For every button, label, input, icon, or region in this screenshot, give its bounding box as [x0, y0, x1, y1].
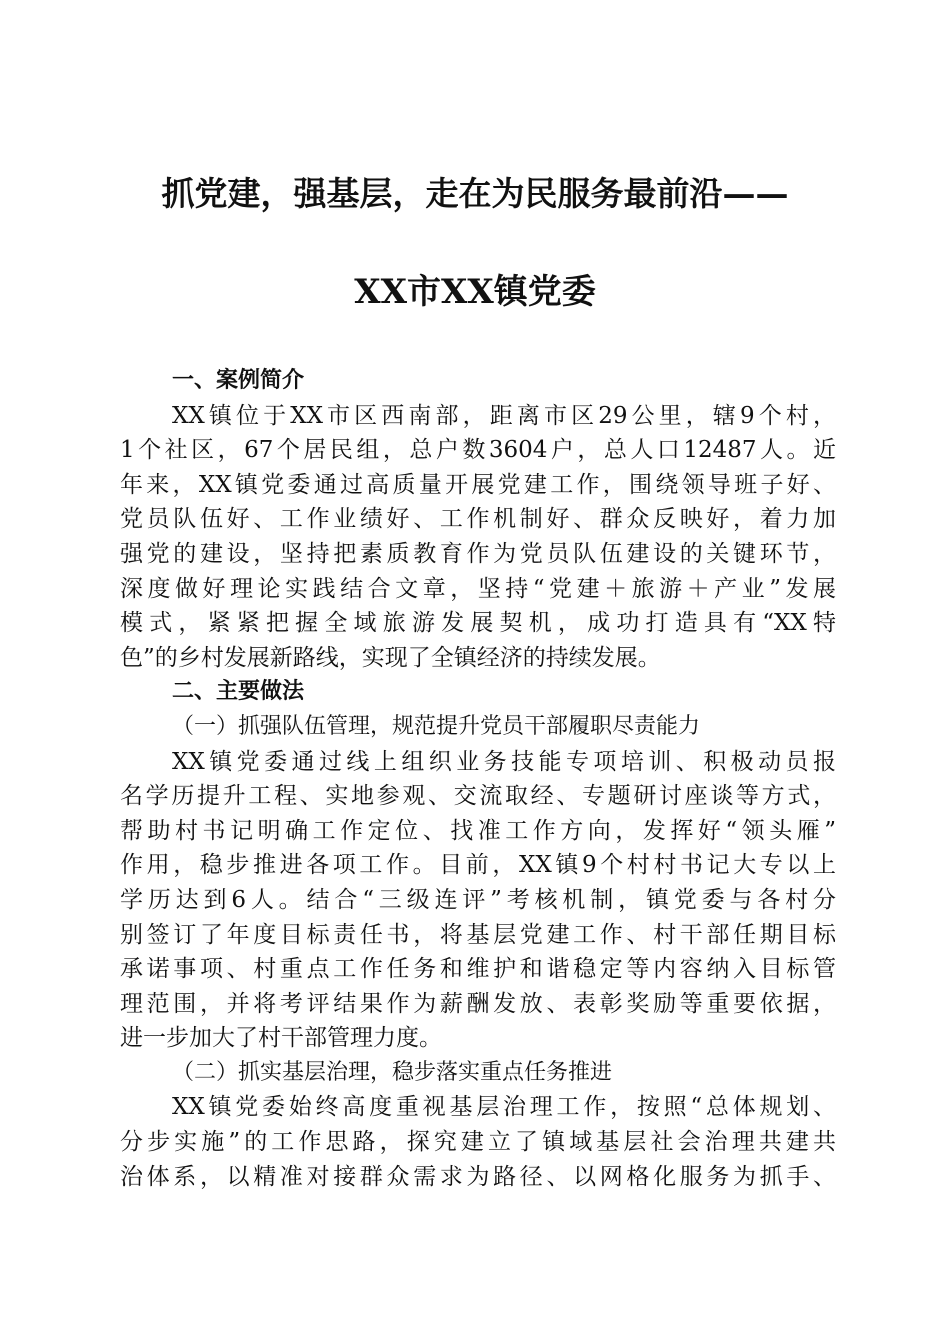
subsection-heading-grassroots-governance: （二）抓实基层治理，稳步落实重点任务推进	[172, 1059, 613, 1085]
section-heading-case-intro: 一、案例简介	[172, 368, 305, 393]
document-title-line-2: XX市XX镇党委	[354, 272, 596, 312]
paragraph-line: 理范围，并将考评结果作为薪酬发放、表彰奖励等重要依据，	[120, 990, 836, 1017]
paragraph-line: XX镇位于XX市区西南部，距离市区29公里，辖9个村，	[172, 402, 836, 429]
paragraph-line: XX镇党委通过线上组织业务技能专项培训、积极动员报	[172, 748, 836, 775]
document-title-line-1: 抓党建，强基层，走在为民服务最前沿——	[161, 174, 789, 213]
paragraph-line: 1个社区，67个居民组，总户数3604户，总人口12487人。近	[120, 437, 836, 464]
paragraph-line: 学历达到6人。结合“三级连评”考核机制，镇党委与各村分	[120, 886, 836, 913]
paragraph-line: 别签订了年度目标责任书，将基层党建工作、村干部任期目标	[120, 921, 836, 948]
paragraph-line: 深度做好理论实践结合文章，坚持“党建＋旅游＋产业”发展	[120, 575, 836, 602]
paragraph-line: 分步实施”的工作思路，探究建立了镇域基层社会治理共建共	[120, 1129, 836, 1156]
section-heading-main-methods: 二、主要做法	[172, 679, 305, 705]
paragraph-line: 党员队伍好、工作业绩好、工作机制好、群众反映好，着力加	[120, 506, 836, 533]
document-body	[120, 364, 836, 1194]
paragraph-line: 模式，紧紧把握全域旅游发展契机，成功打造具有“XX特	[120, 610, 836, 637]
paragraph-line: 年来，XX镇党委通过高质量开展党建工作，围绕领导班子好、	[120, 471, 836, 498]
paragraph-line: 承诺事项、村重点工作任务和维护和谐稳定等内容纳入目标管	[120, 956, 836, 983]
subsection-heading-team-management: （一）抓强队伍管理，规范提升党员干部履职尽责能力	[172, 713, 701, 739]
paragraph-line: 治体系，以精准对接群众需求为路径、以网格化服务为抓手、	[120, 1163, 836, 1190]
paragraph-line: 作用，稳步推进各项工作。目前，XX镇9个村村书记大专以上	[120, 852, 836, 879]
paragraph-line: 强党的建设，坚持把素质教育作为党员队伍建设的关键环节，	[120, 540, 836, 567]
paragraph-line: 色”的乡村发展新路线，实现了全镇经济的持续发展。	[120, 644, 661, 671]
paragraph-line: XX镇党委始终高度重视基层治理工作，按照“总体规划、	[172, 1094, 836, 1121]
paragraph-line: 进一步加大了村干部管理力度。	[120, 1025, 442, 1052]
paragraph-line: 帮助村书记明确工作定位、找准工作方向，发挥好“领头雁”	[120, 817, 836, 844]
paragraph-line: 名学历提升工程、实地参观、交流取经、专题研讨座谈等方式，	[120, 783, 836, 810]
